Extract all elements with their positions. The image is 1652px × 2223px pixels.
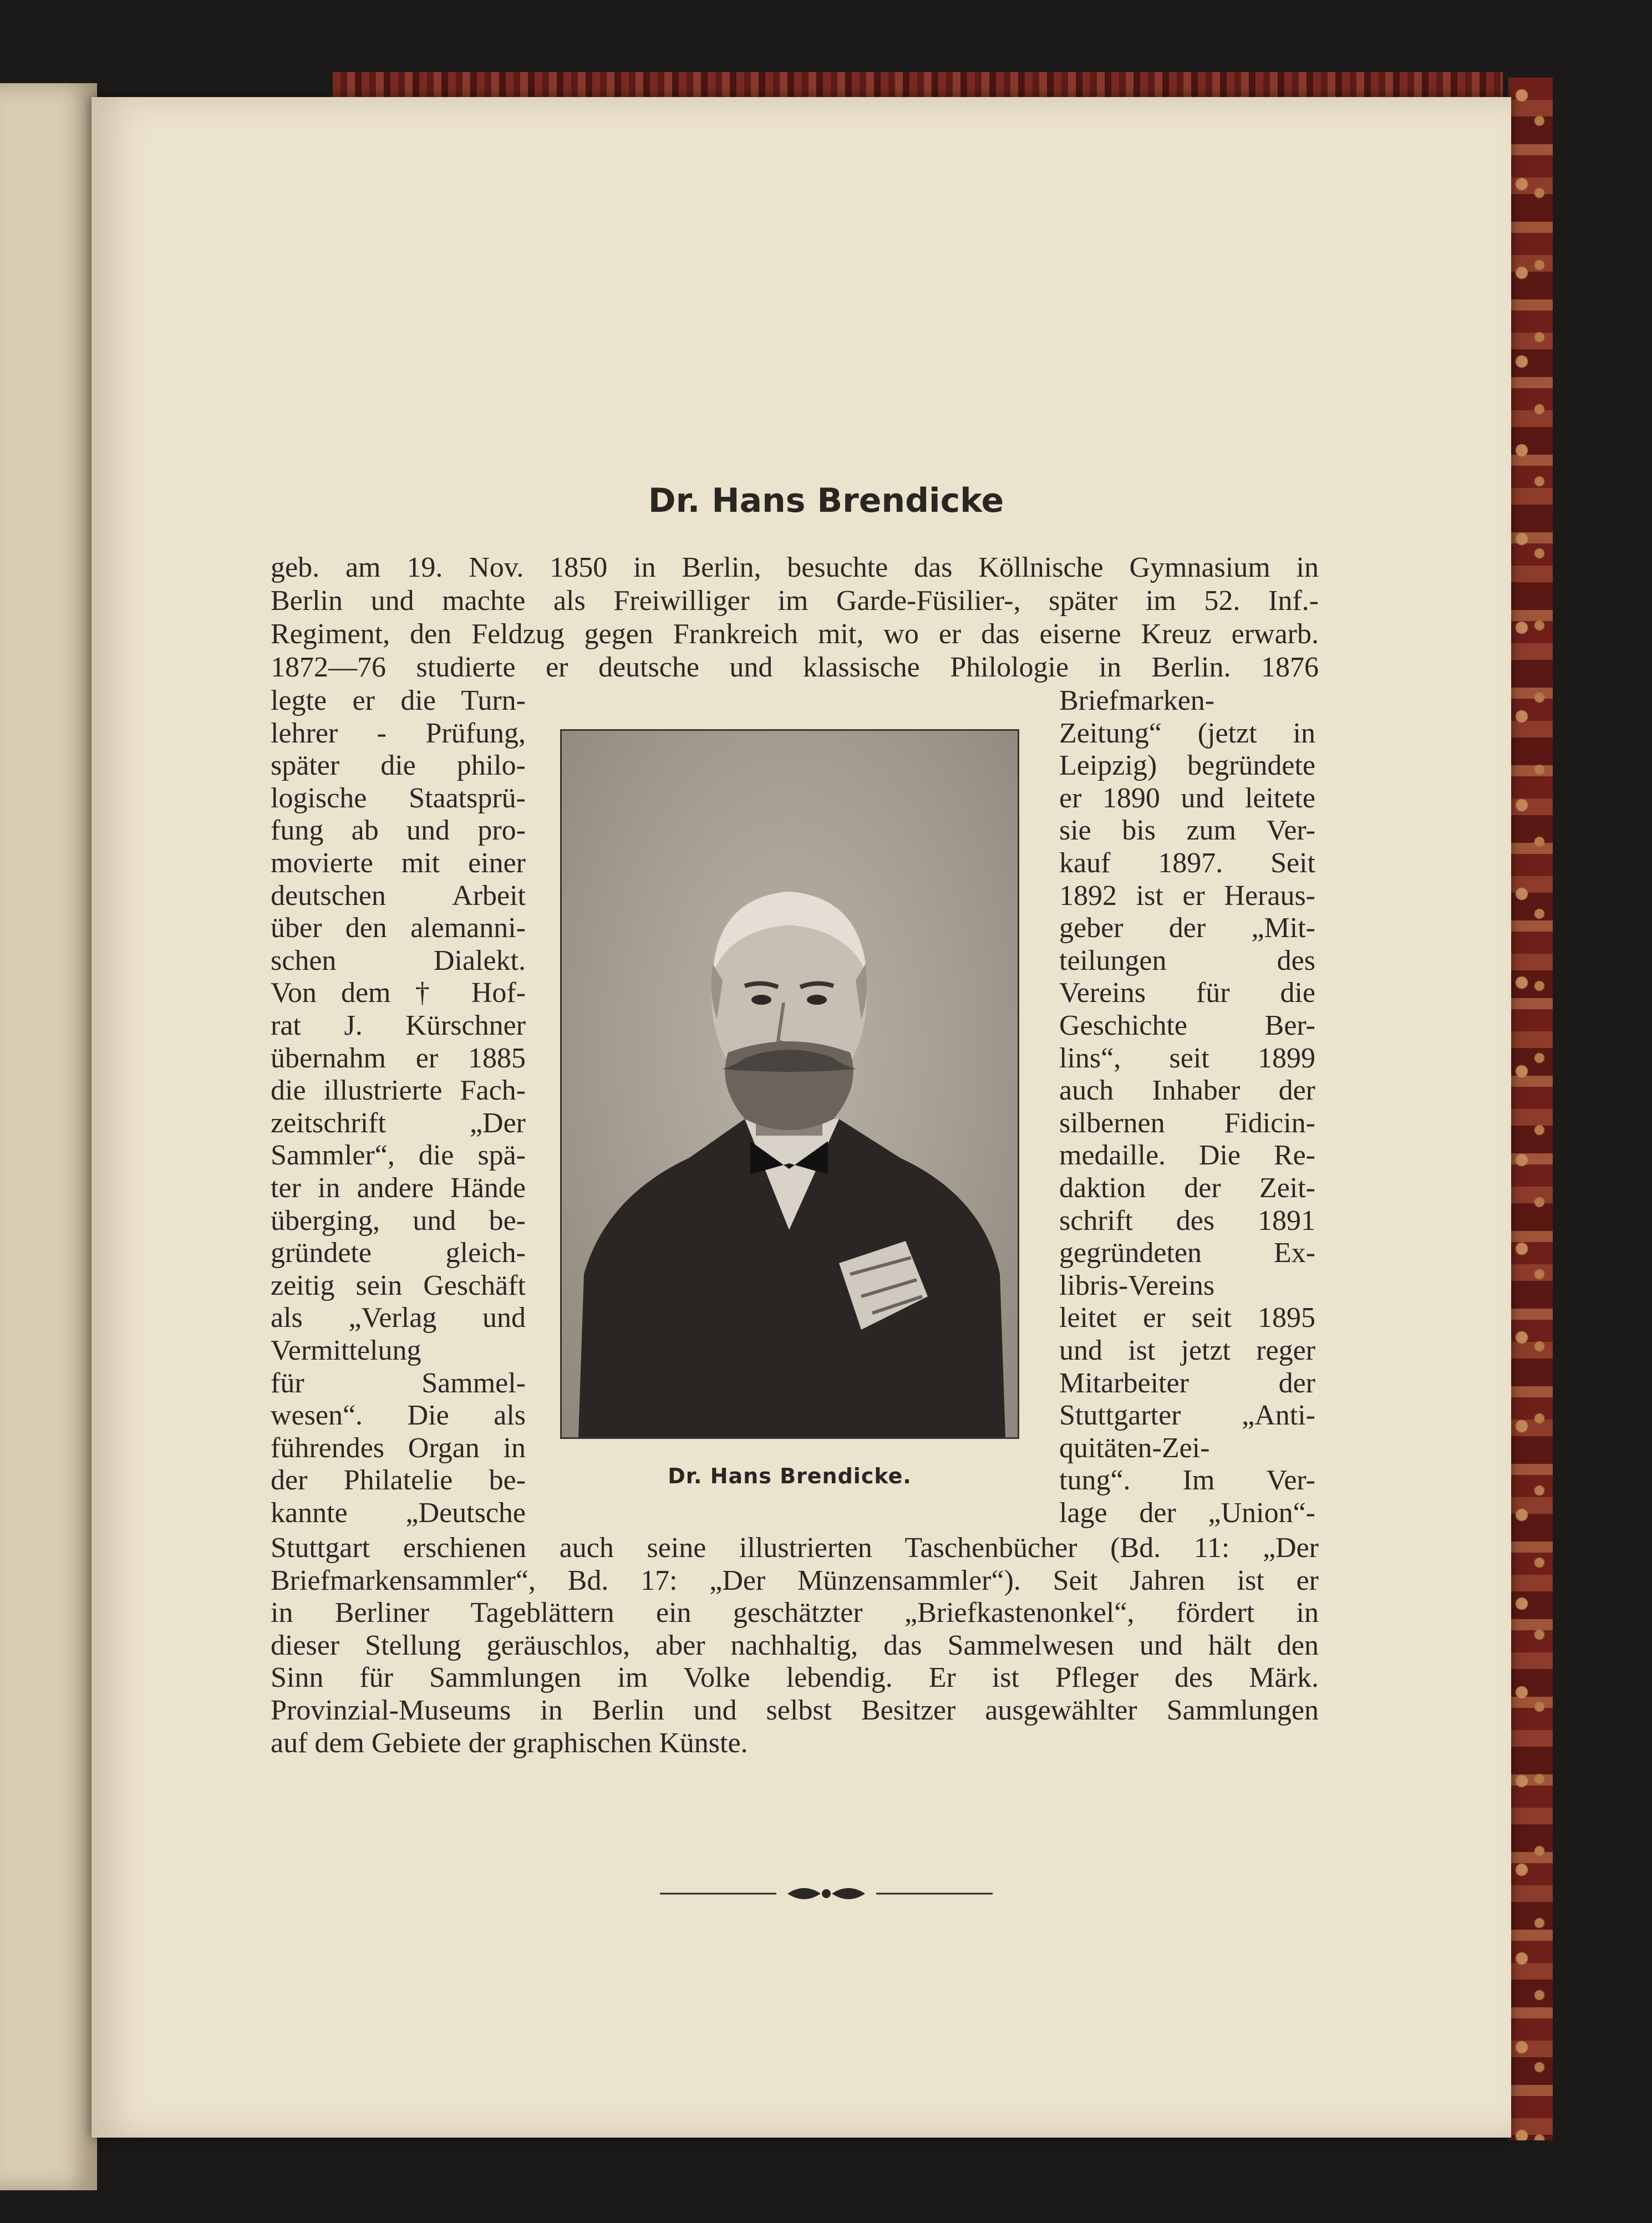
text-line: geber der „Mit- [1059, 912, 1315, 944]
text-line: Stuttgart erschienen auch seine illustrierten Taschenbücher (Bd. 11: „Der [271, 1532, 1319, 1564]
text-line: tung“. Im Ver- [1059, 1464, 1315, 1497]
text-line: schrift des 1891 [1059, 1204, 1315, 1237]
text-line: leitet er seit 1895 [1059, 1302, 1315, 1334]
text-line: Vermittelung [271, 1335, 421, 1366]
text-line: geb. am 19. Nov. 1850 in Berlin, besuchte das Köllnische Gymnasium in [271, 552, 1319, 583]
text-line: der Philatelie be- [271, 1464, 526, 1497]
left-page-edge [0, 83, 97, 2190]
text-line: dieser Stellung geräuschlos, aber nachhaltig, das Sammelwesen und hält den [271, 1629, 1319, 1661]
text-line: teilungen des [1059, 944, 1315, 976]
text-line: Stuttgarter „Anti- [1059, 1400, 1315, 1432]
text-line: übernahm er 1885 [271, 1042, 526, 1074]
text-line: für Sammel- [271, 1367, 526, 1399]
page-title: Dr. Hans Brendicke [648, 481, 1004, 520]
portrait-photo [560, 729, 1019, 1439]
text-line: Geschichte Ber- [1059, 1010, 1315, 1041]
text-line: Zeitung“ (jetzt in [1059, 717, 1315, 749]
text-line: libris-Vereins [1059, 1269, 1215, 1301]
text-line: legte er die Turn- [271, 685, 526, 716]
text-line: er 1890 und leitete [1059, 782, 1315, 814]
text-line: ter in andere Hände [271, 1172, 526, 1204]
text-line: auch Inhaber der [1059, 1075, 1315, 1107]
text-line: die illustrierte Fach- [271, 1075, 526, 1107]
text-line: wesen“. Die als [271, 1400, 526, 1432]
text-line: 1892 ist er Heraus- [1059, 879, 1315, 912]
text-line: fung ab und pro- [271, 815, 526, 847]
text-line: Briefmarken- [1059, 685, 1215, 716]
text-line: Leipzig) begründete [1059, 750, 1315, 782]
text-line: als „Verlag und [271, 1302, 526, 1334]
text-line: sie bis zum Ver- [1059, 815, 1315, 847]
text-line: kauf 1897. Seit [1059, 847, 1315, 879]
portrait-illustration [562, 731, 1018, 1437]
text-line: Von dem † Hof- [271, 977, 526, 1009]
text-line: und ist jetzt reger [1059, 1335, 1315, 1366]
text-line: 1872—76 studierte er deutsche und klassische Philologie in Berlin. 1876 [271, 652, 1319, 683]
text-line: movierte mit einer [271, 847, 526, 879]
text-line: deutschen Arbeit [271, 879, 526, 912]
text-line: logische Staatsprü- [271, 782, 526, 814]
text-line: auf dem Gebiete der graphischen Künste. [271, 1727, 748, 1759]
text-line: medaille. Die Re- [1059, 1140, 1315, 1172]
text-line: später die philo- [271, 750, 526, 782]
text-line: Regiment, den Feldzug gegen Frankreich mit, wo er das eiserne Kreuz erwarb. [271, 618, 1319, 650]
text-line: Berlin und machte als Freiwilliger im Garde-Füsilier-, später im 52. Inf.- [271, 585, 1319, 617]
text-line: lehrer - Prüfung, [271, 717, 526, 749]
text-line: silbernen Fidicin- [1059, 1107, 1315, 1139]
text-line: überging, und be- [271, 1204, 526, 1237]
text-line: lins“, seit 1899 [1059, 1042, 1315, 1074]
text-line: gründete gleich- [271, 1237, 526, 1269]
text-line: zeitig sein Geschäft [271, 1269, 526, 1301]
text-line: Sinn für Sammlungen im Volke lebendig. Er ist Pfleger des Märk. [271, 1662, 1319, 1694]
text-line: daktion der Zeit- [1059, 1172, 1315, 1204]
marbled-cover-edge [1508, 78, 1553, 2140]
ornament-divider [660, 1877, 993, 1910]
text-line: quitäten-Zei- [1059, 1432, 1210, 1464]
text-line: schen Dialekt. [271, 944, 526, 976]
book-top-edge [333, 72, 1503, 100]
photo-caption: Dr. Hans Brendicke. [668, 1464, 912, 1488]
text-line: führendes Organ in [271, 1432, 526, 1464]
text-line: kannte „Deutsche [271, 1497, 526, 1529]
text-line: Briefmarkensammler“, Bd. 17: „Der Münzensammler“). Seit Jahren ist er [271, 1564, 1319, 1596]
text-line: gegründeten Ex- [1059, 1237, 1315, 1269]
text-line: rat J. Kürschner [271, 1010, 526, 1041]
text-line: Mitarbeiter der [1059, 1367, 1315, 1399]
text-line: Provinzial-Museums in Berlin und selbst Besitzer ausgewählter Sammlungen [271, 1695, 1319, 1726]
text-line: über den alemanni- [271, 912, 526, 944]
text-line: zeitschrift „Der [271, 1107, 526, 1139]
text-line: in Berliner Tageblättern ein geschätzter „Briefkastenonkel“, fördert in [271, 1597, 1319, 1629]
text-line: lage der „Union“- [1059, 1497, 1315, 1529]
text-line: Vereins für die [1059, 977, 1315, 1009]
text-line: Sammler“, die spä- [271, 1140, 526, 1172]
